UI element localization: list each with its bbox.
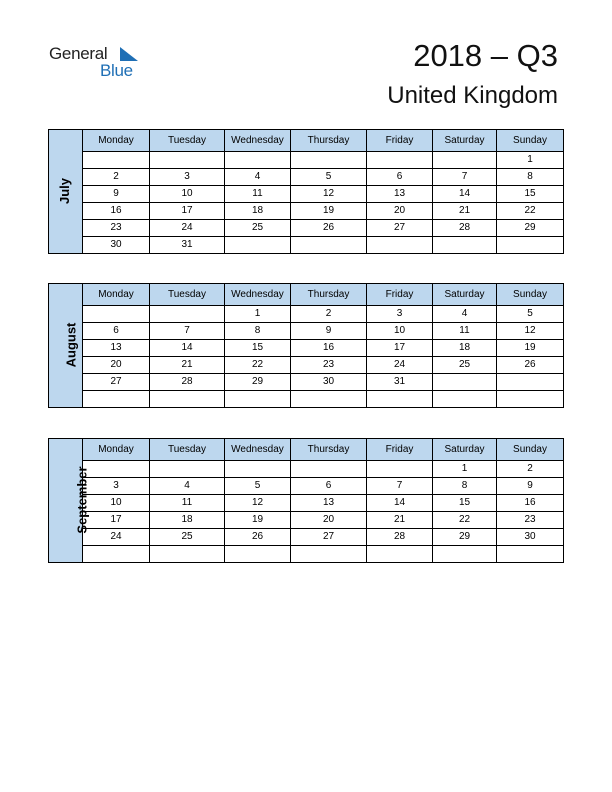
week-row (49, 478, 564, 495)
day-cell: 15 (433, 495, 497, 512)
weekday-header: Wednesday (225, 439, 291, 461)
day-cell: 24 (150, 220, 225, 237)
month-block-august (48, 283, 564, 408)
day-cell (225, 546, 291, 563)
day-cell (291, 546, 367, 563)
month-label-cell (49, 439, 90, 563)
month-block-september (48, 438, 564, 563)
day-cell: 25 (225, 220, 291, 237)
day-cell: 8 (225, 323, 291, 340)
day-cell: 1 (497, 152, 564, 169)
country-subtitle: United Kingdom (387, 82, 558, 109)
week-row (49, 323, 564, 340)
day-cell: 27 (291, 529, 367, 546)
week-row (49, 461, 564, 478)
day-cell (433, 237, 497, 254)
day-cell (367, 461, 433, 478)
day-cell: 20 (83, 357, 150, 374)
day-cell (291, 152, 367, 169)
day-cell (150, 391, 225, 408)
day-cell: 3 (83, 478, 150, 495)
day-cell: 23 (291, 357, 367, 374)
day-cell: 13 (83, 340, 150, 357)
weekday-header: Sunday (497, 439, 564, 461)
weekday-header: Sunday (497, 130, 564, 152)
day-cell (150, 461, 225, 478)
day-cell: 16 (83, 203, 150, 220)
day-cell: 28 (367, 529, 433, 546)
day-cell: 29 (433, 529, 497, 546)
weekday-header-row (49, 130, 564, 152)
week-row (49, 546, 564, 563)
day-cell: 30 (291, 374, 367, 391)
weekday-header: Thursday (291, 130, 367, 152)
day-cell (367, 152, 433, 169)
day-cell: 28 (150, 374, 225, 391)
day-cell: 14 (367, 495, 433, 512)
day-cell (291, 391, 367, 408)
logo-blue-text: Blue (100, 61, 133, 80)
day-cell (83, 306, 150, 323)
day-cell: 20 (367, 203, 433, 220)
day-cell (225, 461, 291, 478)
day-cell: 25 (150, 529, 225, 546)
day-cell: 12 (291, 186, 367, 203)
month-label-cell (49, 284, 83, 408)
day-cell: 21 (150, 357, 225, 374)
day-cell: 12 (225, 495, 291, 512)
day-cell (150, 152, 225, 169)
day-cell (367, 391, 433, 408)
day-cell: 31 (367, 374, 433, 391)
weekday-header: Wednesday (225, 130, 291, 152)
weekday-header: Monday (83, 130, 150, 152)
weekday-header: Tuesday (150, 130, 225, 152)
day-cell: 23 (83, 220, 150, 237)
generalblue-logo (49, 44, 149, 84)
day-cell: 18 (225, 203, 291, 220)
day-cell: 10 (83, 495, 150, 512)
day-cell (150, 306, 225, 323)
day-cell (433, 391, 497, 408)
day-cell: 15 (225, 340, 291, 357)
day-cell (497, 237, 564, 254)
day-cell: 7 (367, 478, 433, 495)
day-cell: 29 (225, 374, 291, 391)
day-cell: 4 (150, 478, 225, 495)
day-cell: 11 (150, 495, 225, 512)
day-cell (83, 391, 150, 408)
day-cell: 19 (497, 340, 564, 357)
day-cell: 26 (497, 357, 564, 374)
weekday-header: Saturday (433, 284, 497, 306)
week-row (49, 529, 564, 546)
day-cell: 18 (150, 512, 225, 529)
day-cell: 27 (367, 220, 433, 237)
day-cell: 12 (497, 323, 564, 340)
month-label-cell (49, 130, 83, 254)
day-cell (497, 374, 564, 391)
day-cell: 31 (150, 237, 225, 254)
day-cell: 19 (225, 512, 291, 529)
day-cell: 20 (291, 512, 367, 529)
day-cell: 22 (225, 357, 291, 374)
month-table (48, 438, 564, 563)
month-table (48, 129, 564, 254)
day-cell: 9 (291, 323, 367, 340)
logo-triangle-icon (120, 47, 138, 61)
weekday-header: Thursday (291, 284, 367, 306)
day-cell (83, 546, 150, 563)
week-row (49, 391, 564, 408)
weekday-header: Tuesday (150, 439, 225, 461)
day-cell: 26 (225, 529, 291, 546)
day-cell: 6 (83, 323, 150, 340)
day-cell: 3 (367, 306, 433, 323)
weekday-header: Monday (83, 284, 150, 306)
month-table (48, 283, 564, 408)
week-row (49, 169, 564, 186)
month-name: July (57, 177, 73, 204)
weekday-header-row (49, 439, 564, 461)
day-cell: 2 (291, 306, 367, 323)
weekday-header: Friday (367, 284, 433, 306)
day-cell: 15 (497, 186, 564, 203)
day-cell: 5 (497, 306, 564, 323)
week-row (49, 152, 564, 169)
day-cell: 4 (225, 169, 291, 186)
logo-general-text: General (49, 44, 108, 63)
day-cell: 29 (497, 220, 564, 237)
weekday-header-row (49, 284, 564, 306)
day-cell: 28 (433, 220, 497, 237)
day-cell: 11 (225, 186, 291, 203)
day-cell: 17 (83, 512, 150, 529)
day-cell: 16 (497, 495, 564, 512)
day-cell: 13 (367, 186, 433, 203)
day-cell (83, 461, 150, 478)
day-cell: 6 (291, 478, 367, 495)
day-cell: 8 (497, 169, 564, 186)
day-cell: 13 (291, 495, 367, 512)
weekday-header: Friday (367, 130, 433, 152)
week-row (49, 512, 564, 529)
day-cell: 18 (433, 340, 497, 357)
day-cell: 11 (433, 323, 497, 340)
day-cell: 30 (497, 529, 564, 546)
day-cell: 5 (291, 169, 367, 186)
weekday-header: Sunday (497, 284, 564, 306)
day-cell (367, 237, 433, 254)
day-cell (291, 461, 367, 478)
day-cell: 21 (367, 512, 433, 529)
day-cell: 6 (367, 169, 433, 186)
day-cell (433, 152, 497, 169)
month-name: August (63, 322, 79, 367)
day-cell: 10 (367, 323, 433, 340)
day-cell (497, 546, 564, 563)
week-row (49, 340, 564, 357)
weekday-header: Monday (83, 439, 150, 461)
week-row (49, 374, 564, 391)
day-cell: 8 (433, 478, 497, 495)
day-cell: 7 (150, 323, 225, 340)
day-cell: 25 (433, 357, 497, 374)
day-cell: 9 (83, 186, 150, 203)
day-cell (225, 152, 291, 169)
day-cell: 17 (367, 340, 433, 357)
week-row (49, 220, 564, 237)
day-cell: 14 (150, 340, 225, 357)
day-cell: 26 (291, 220, 367, 237)
day-cell (291, 237, 367, 254)
day-cell: 22 (497, 203, 564, 220)
day-cell: 2 (83, 169, 150, 186)
day-cell: 1 (225, 306, 291, 323)
week-row (49, 203, 564, 220)
day-cell: 24 (83, 529, 150, 546)
day-cell: 2 (497, 461, 564, 478)
weekday-header: Wednesday (225, 284, 291, 306)
day-cell: 19 (291, 203, 367, 220)
weekday-header: Saturday (433, 439, 497, 461)
page-title: 2018 – Q3 (413, 38, 558, 73)
day-cell: 30 (83, 237, 150, 254)
day-cell: 9 (497, 478, 564, 495)
day-cell (225, 237, 291, 254)
day-cell (150, 546, 225, 563)
day-cell: 7 (433, 169, 497, 186)
day-cell: 27 (83, 374, 150, 391)
day-cell (83, 152, 150, 169)
month-block-july (48, 129, 564, 254)
week-row (49, 306, 564, 323)
weekday-header: Tuesday (150, 284, 225, 306)
day-cell: 4 (433, 306, 497, 323)
day-cell: 3 (150, 169, 225, 186)
weekday-header: Friday (367, 439, 433, 461)
day-cell: 10 (150, 186, 225, 203)
week-row (49, 357, 564, 374)
day-cell (433, 546, 497, 563)
weekday-header: Thursday (291, 439, 367, 461)
day-cell (497, 391, 564, 408)
day-cell: 21 (433, 203, 497, 220)
week-row (49, 495, 564, 512)
day-cell: 24 (367, 357, 433, 374)
week-row (49, 186, 564, 203)
day-cell: 22 (433, 512, 497, 529)
day-cell: 14 (433, 186, 497, 203)
weekday-header: Saturday (433, 130, 497, 152)
month-name: September (74, 465, 90, 534)
day-cell: 16 (291, 340, 367, 357)
day-cell: 5 (225, 478, 291, 495)
day-cell (225, 391, 291, 408)
day-cell: 23 (497, 512, 564, 529)
day-cell (433, 374, 497, 391)
day-cell (367, 546, 433, 563)
week-row (49, 237, 564, 254)
day-cell: 1 (433, 461, 497, 478)
day-cell: 17 (150, 203, 225, 220)
